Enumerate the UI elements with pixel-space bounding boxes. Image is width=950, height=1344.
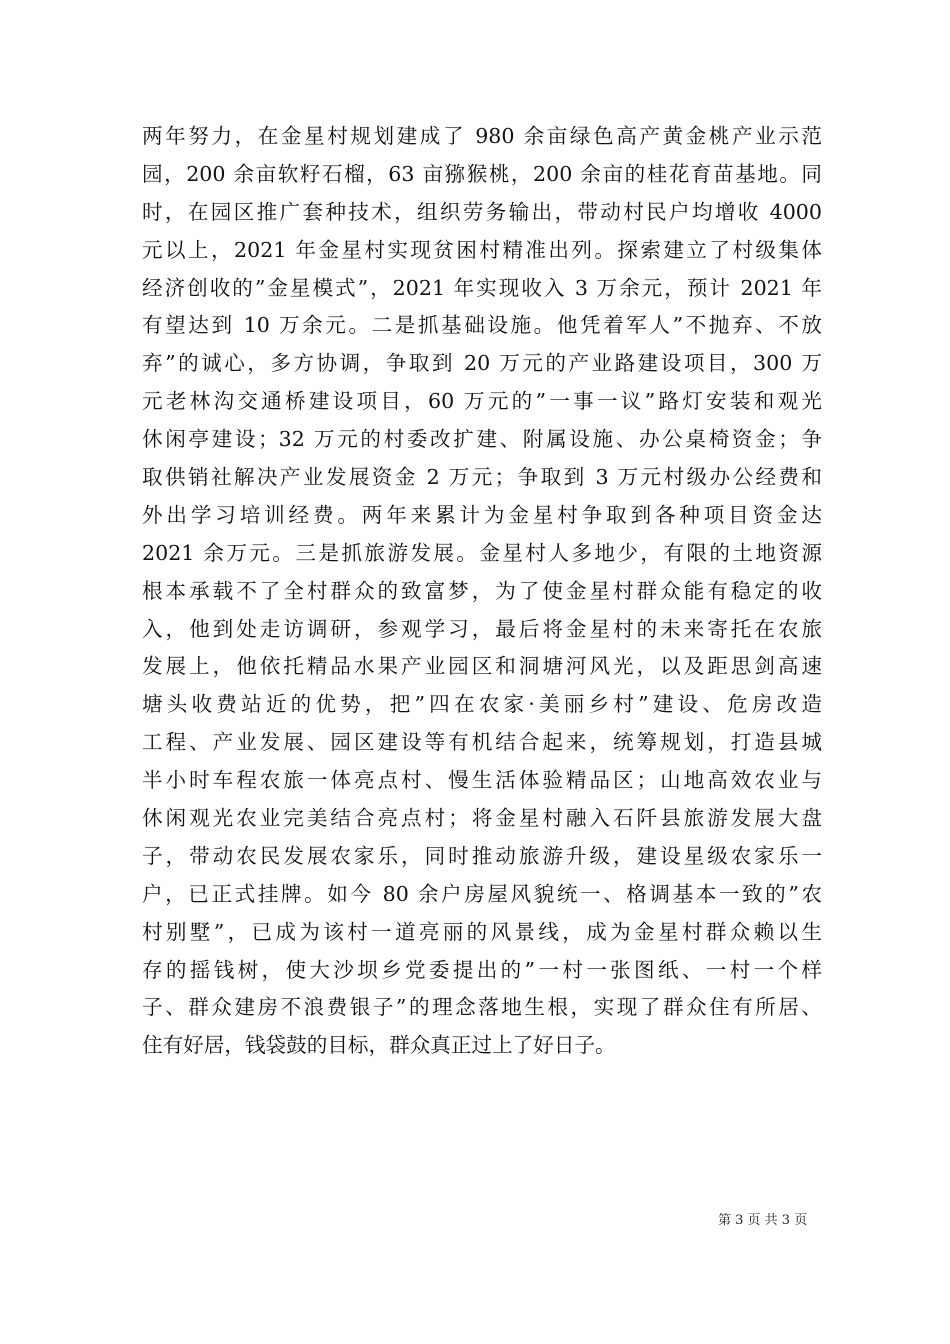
text-line: 发展上，他依托精品水果产业园区和洞塘河风光，以及距思剑高速 (142, 654, 822, 679)
text-line: 经济创收的”金星模式”，2021 年实现收入 3 万余元，预计 2021 年 (142, 275, 822, 300)
text-line: 工程、产业发展、园区建设等有机结合起来，统筹规划，打造县城 (142, 730, 822, 755)
text-line: 时，在园区推广套种技术，组织劳务输出，带动村民户均增收 4000 (142, 199, 822, 224)
text-line: 子，带动农民发展农家乐，同时推动旅游升级，建设星级农家乐一 (142, 843, 822, 868)
text-line: 取供销社解决产业发展资金 2 万元；争取到 3 万元村级办公经费和 (142, 465, 822, 490)
text-line: 外出学习培训经费。两年来累计为金星村争取到各种项目资金达 (142, 502, 822, 527)
text-line: 园，200 余亩软籽石榴，63 亩猕猴桃，200 余亩的桂花育苗基地。同 (142, 161, 822, 186)
text-line: 户，已正式挂牌。如今 80 余户房屋风貌统一、格调基本一致的”农 (142, 881, 822, 906)
text-line: 入，他到处走访调研，参观学习，最后将金星村的未来寄托在农旅 (142, 616, 822, 641)
text-line: 有望达到 10 万余元。二是抓基础设施。他凭着军人”不抛弃、不放 (142, 313, 822, 338)
text-line: 弃”的诚心，多方协调，争取到 20 万元的产业路建设项目，300 万 (142, 351, 822, 376)
body-text (142, 118, 822, 1065)
text-line: 休闲观光农业完美结合亮点村；将金星村融入石阡县旅游发展大盘 (142, 806, 822, 831)
text-line: 塘头收费站近的优势，把”四在农家·美丽乡村”建设、危房改造 (142, 692, 822, 717)
text-line: 元以上，2021 年金星村实现贫困村精准出列。探索建立了村级集体 (142, 237, 822, 262)
page-footer: 第 3 页 共 3 页 (718, 1213, 808, 1228)
text-line: 根本承载不了全村群众的致富梦，为了使金星村群众能有稳定的收 (142, 578, 822, 603)
text-line: 元老林沟交通桥建设项目，60 万元的”一事一议”路灯安装和观光 (142, 389, 822, 414)
text-line: 2021 余万元。三是抓旅游发展。金星村人多地少，有限的土地资源 (142, 540, 822, 565)
text-line: 休闲亭建设；32 万元的村委改扩建、附属设施、办公桌椅资金；争 (142, 427, 822, 452)
text-line: 两年努力，在金星村规划建成了 980 余亩绿色高产黄金桃产业示范 (142, 124, 822, 148)
text-line: 村别墅”，已成为该村一道亮丽的风景线，成为金星村群众赖以生 (142, 919, 822, 944)
text-line: 存的摇钱树，使大沙坝乡党委提出的”一村一张图纸、一村一个样 (142, 957, 822, 982)
text-line: 半小时车程农旅一体亮点村、慢生活体验精品区；山地高效农业与 (142, 768, 822, 793)
text-line: 住有好居，钱袋鼓的目标，群众真正过上了好日子。 (142, 1033, 616, 1058)
text-line: 子、群众建房不浪费银子”的理念落地生根，实现了群众住有所居、 (142, 995, 822, 1020)
